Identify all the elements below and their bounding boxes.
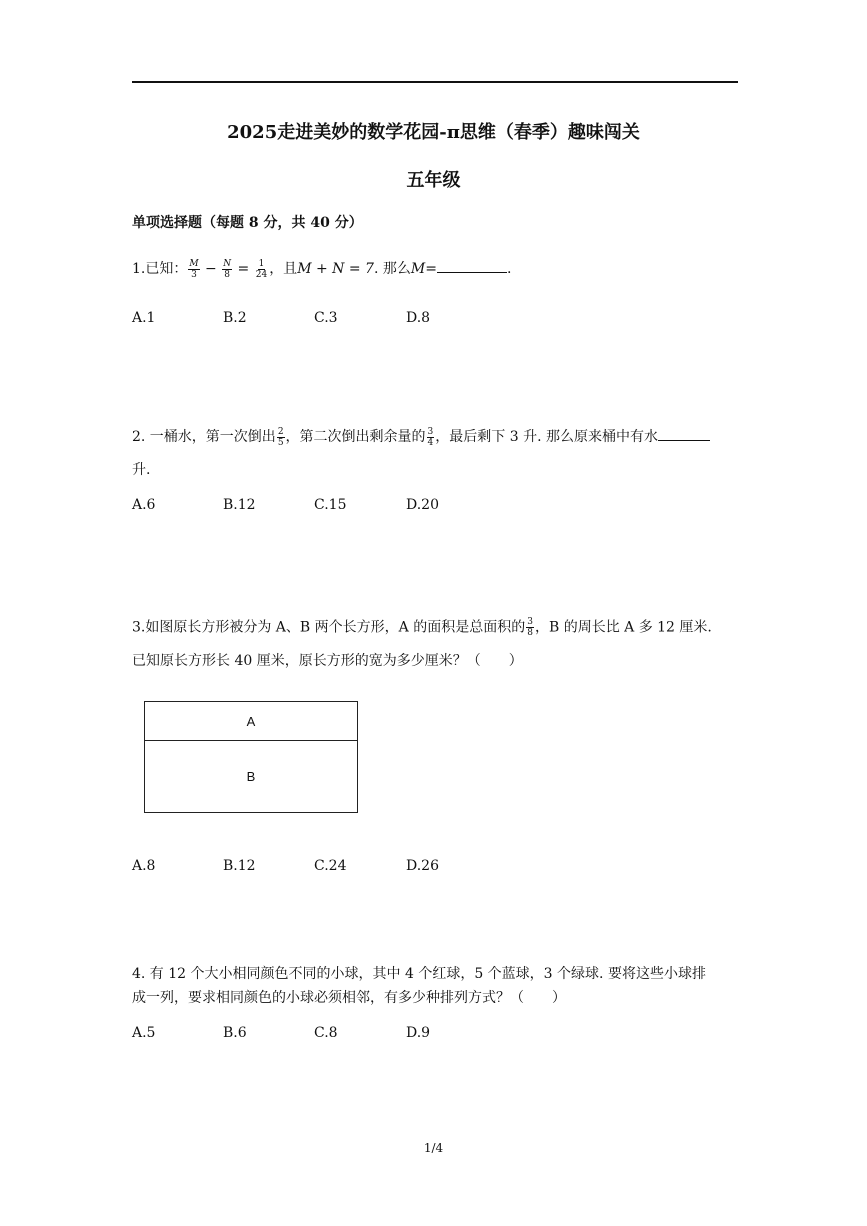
q2-option-d[interactable]: D.20 bbox=[406, 497, 439, 513]
q2-fraction-1: $\frac{2}{5}$ bbox=[277, 426, 284, 448]
q1-option-a[interactable]: A.1 bbox=[132, 310, 156, 326]
q2-answer-blank[interactable] bbox=[658, 426, 710, 441]
q4-option-b[interactable]: B.6 bbox=[223, 1025, 247, 1041]
grade-label: 五年级 bbox=[406, 170, 461, 191]
question-2: 2. 一桶水，第一次倒出 $\frac{2}{5}$ ，第二次倒出剩余量的 $\frac{3}{4}$ ，最后剩下 3 升. 那么原来桶中有水 bbox=[132, 426, 710, 448]
q2-line-2: 升. bbox=[132, 462, 151, 478]
q4-option-d[interactable]: D.9 bbox=[406, 1025, 431, 1041]
q2-option-c[interactable]: C.15 bbox=[314, 497, 347, 513]
q1-fraction-3: $\frac{1}{24}$ bbox=[255, 258, 268, 280]
q4-option-c[interactable]: C.8 bbox=[314, 1025, 338, 1041]
q1-option-b[interactable]: B.2 bbox=[223, 310, 247, 326]
q4-option-a[interactable]: A.5 bbox=[132, 1025, 156, 1041]
question-1: 1.已知： $\frac{M}{3}$ − $\frac{N}{8}$ = $\frac{1}{24}$ ，且M + N = 7. 那么M= . bbox=[132, 258, 512, 280]
q3-fraction: $\frac{3}{8}$ bbox=[527, 617, 533, 638]
q1-option-c[interactable]: C.3 bbox=[314, 310, 338, 326]
q2-option-b[interactable]: B.12 bbox=[223, 497, 256, 513]
q1-fraction-1: $\frac{M}{3}$ bbox=[189, 258, 199, 280]
q1-fraction-2: $\frac{N}{8}$ bbox=[223, 258, 232, 280]
rectangle-diagram bbox=[144, 701, 358, 813]
q1-option-d[interactable]: D.8 bbox=[406, 310, 431, 326]
q1-answer-blank[interactable] bbox=[437, 258, 507, 273]
rectangle-b: B bbox=[246, 769, 256, 784]
q3-option-a[interactable]: A.8 bbox=[132, 858, 156, 874]
page-number: 1/4 bbox=[423, 1141, 444, 1155]
q1-prefix: 1.已知： bbox=[132, 261, 188, 277]
section-heading: 单项选择题（每题 8 分，共 40 分） bbox=[132, 215, 363, 231]
q3-option-d[interactable]: D.26 bbox=[406, 858, 439, 874]
question-3: 3.如图原长方形被分为 A、B 两个长方形，A 的面积是总面积的 $\frac{3}{8}$ ，B 的周长比 A 多 12 厘米. bbox=[132, 617, 712, 638]
q2-option-a[interactable]: A.6 bbox=[132, 497, 156, 513]
rectangle-a: A bbox=[145, 702, 357, 741]
q1-equation: M + N = 7 bbox=[297, 261, 374, 277]
q3-option-b[interactable]: B.12 bbox=[223, 858, 256, 874]
q2-fraction-2: $\frac{3}{4}$ bbox=[427, 426, 434, 448]
q3-line-2: 已知原长方形长 40 厘米，原长方形的宽为多少厘米？（ ） bbox=[132, 653, 523, 669]
q3-option-c[interactable]: C.24 bbox=[314, 858, 347, 874]
question-4: 4. 有 12 个大小相同颜色不同的小球，其中 4 个红球，5 个蓝球，3 个绿球. 要将这些小球排 bbox=[132, 966, 706, 982]
page-title: 2025走进美妙的数学花园-π思维（春季）趣味闯关 bbox=[227, 122, 640, 143]
q4-line-2: 成一列，要求相同颜色的小球必须相邻，有多少种排列方式？（ ） bbox=[132, 990, 566, 1006]
top-rule bbox=[132, 81, 738, 83]
